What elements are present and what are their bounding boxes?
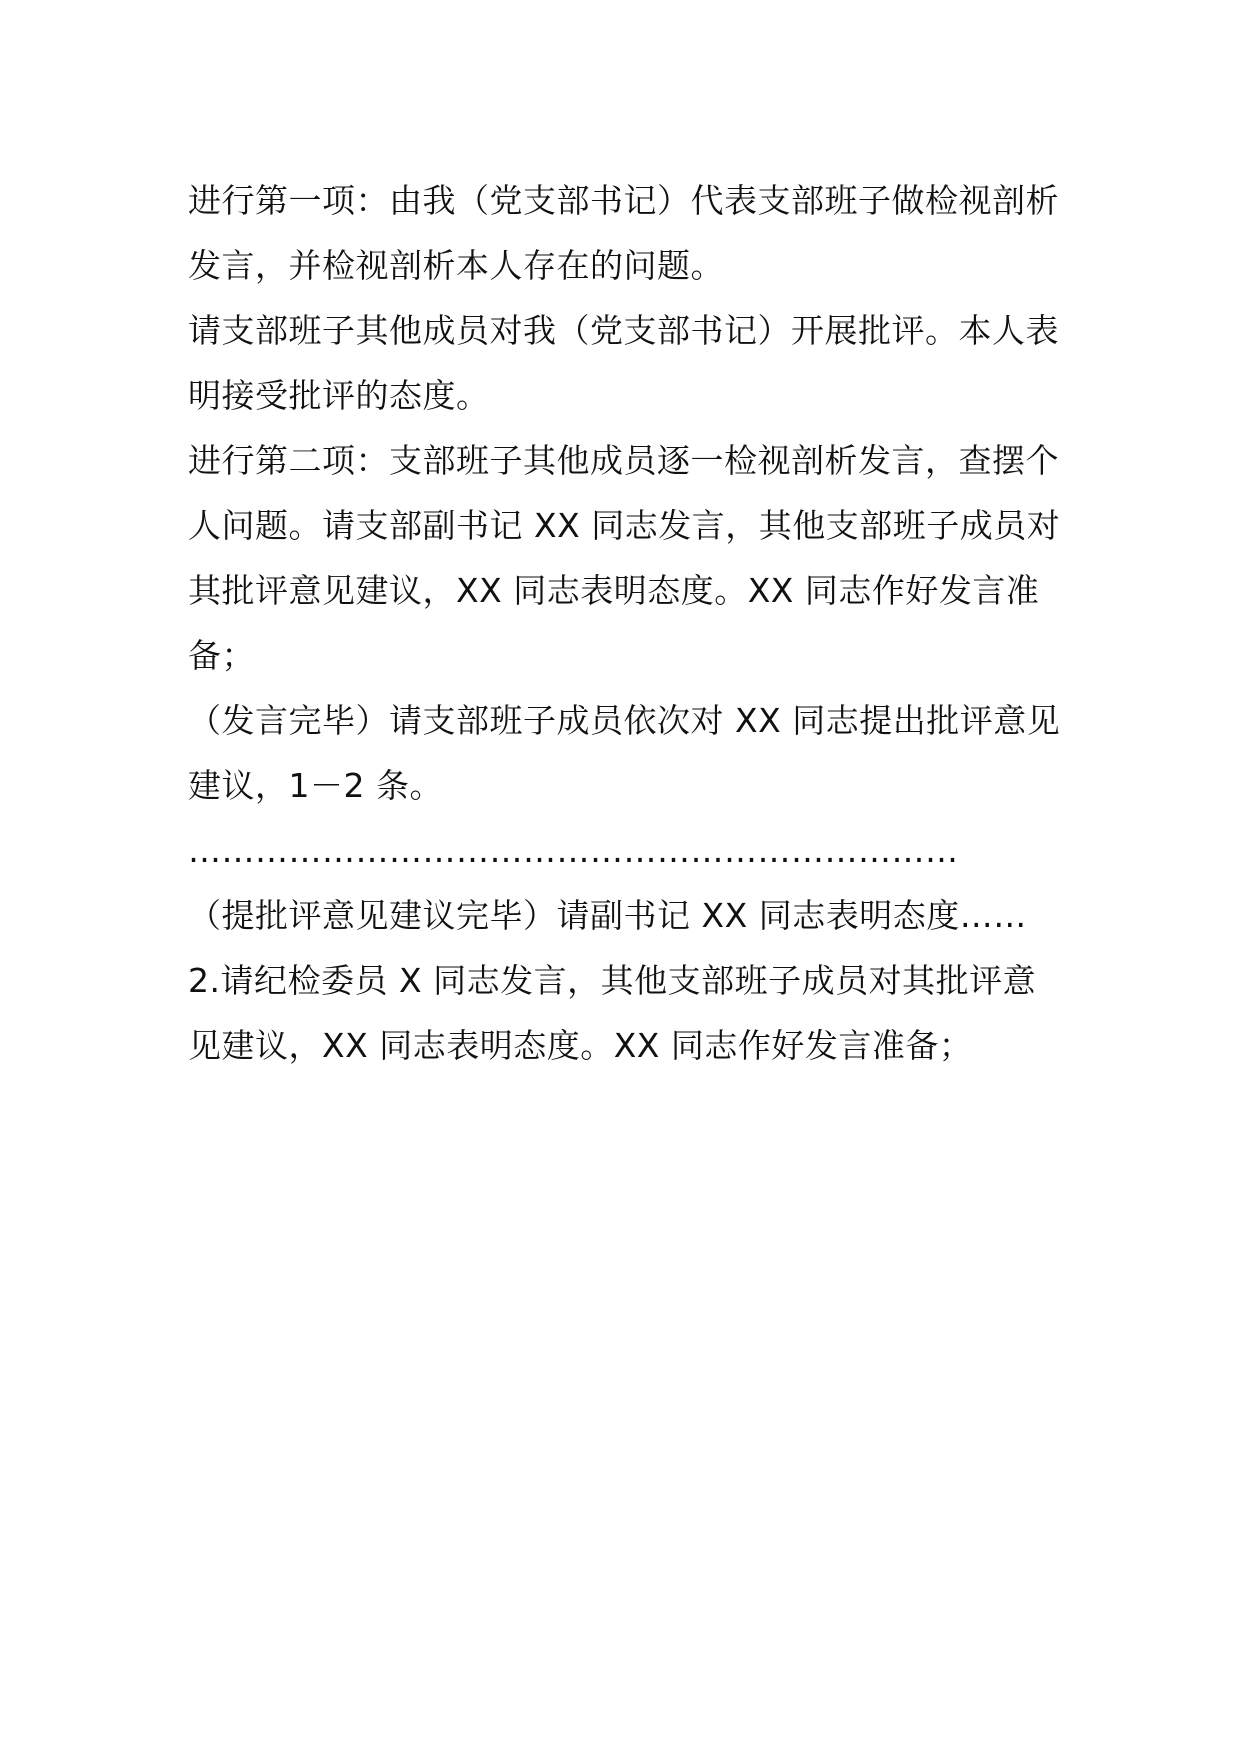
paragraph-speech-finished: （发言完毕）请支部班子成员依次对 XX 同志提出批评意见建议，1－2 条。 [188,701,1061,805]
paragraph-second-item: 进行第二项：支部班子其他成员逐一检视剖析发言，查摆个人问题。请支部副书记 XX 同志发言，其他支部班子成员对其批评意见建议，XX 同志表明态度。XX 同志作好发言准备； [188,441,1061,675]
paragraph-deputy-attitude: （提批评意见建议完毕）请副书记 XX 同志表明态度…… [188,896,1027,935]
paragraph-first-item: 进行第一项：由我（党支部书记）代表支部班子做检视剖析发言，并检视剖析本人存在的问题。 [188,181,1059,285]
paragraph-criticism-request: 请支部班子其他成员对我（党支部书记）开展批评。本人表明接受批评的态度。 [188,311,1059,415]
document-body [188,168,1068,1078]
paragraph-discipline-member: 2.请纪检委员 X 同志发言，其他支部班子成员对其批评意见建议，XX 同志表明态度。XX 同志作好发言准备； [188,961,1037,1065]
paragraph-ellipsis-divider: …………………………………………………………… [188,831,959,870]
